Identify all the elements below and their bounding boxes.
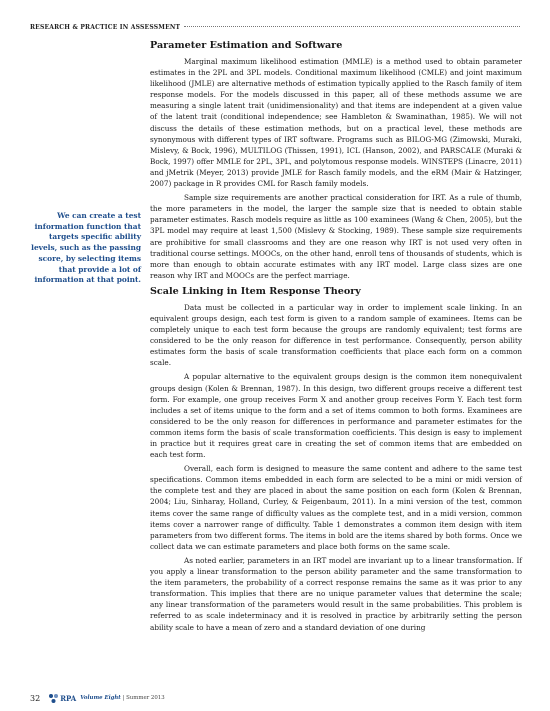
page-footer: [30, 692, 165, 704]
section-heading: Parameter Estimation and Software: [150, 40, 343, 51]
logo-text: RPA: [60, 693, 77, 703]
volume-label: Volume Eight: [80, 695, 121, 701]
issue-label: Summer 2013: [126, 695, 165, 701]
running-header: [30, 24, 520, 31]
footer-separator: |: [120, 695, 127, 701]
section-parameter-estimation: [150, 40, 522, 281]
article-body: [150, 40, 522, 636]
paragraph: Marginal maximum likelihood estimation (MMLE) is a method used to obtain parameter estimates in the 2PL and 3PL models. Conditional maximum likelihood (CMLE) and joint maximum likelihood (JMLE) are alternative methods of estimation typically applied to the Rasch family of item response models. For the models discussed in this paper, all of these methods assume we are measuring a single latent trait (unidimensionality) and that items are independent at a given value of the latent trait (conditional independence; see Hambleton & Swaminathan, 1985). We will not discuss the details of these estimation methods, but on a practical level, these methods are synonymous with different types of IRT software. Programs such as BILOG-MG (Zimowski, Muraki, Mislevy, & Bock, 1996), MULTILOG (Thissen, 1991), ICL (Hanson, 2002), and PARSCALE (Muraki & Bock, 1997) offer MMLE for 2PL, 3PL, and polytomous response models. WINSTEPS (Linacre, 2011) and jMetrik (Meyer, 2013) provide JMLE for Rasch family models, and the eRM (Mair & Hatzinger, 2007) package in R provides CML for Rasch family models.: [150, 57, 522, 189]
logo-mark-icon: [48, 693, 59, 704]
rpa-logo: [48, 693, 76, 704]
sidebar-pull-quote: We can create a test information function that targets specific ability levels, such as the passing score, by selecting items that provide a lot of information at that point.: [31, 211, 141, 285]
issue-info: [80, 695, 164, 701]
section-scale-linking: [150, 286, 522, 633]
paragraph: Data must be collected in a particular way in order to implement scale linking. In an equivalent groups design, each test form is given to a random sample of examinees. Items can be completely unique to each test form because the groups are randomly equivalent; test forms are considered to be the only reason for difference in test performance. Consequently, person ability estimates form the basis of scale transformation coefficients that place each form on a common scale.: [150, 302, 522, 368]
paragraph: A popular alternative to the equivalent groups design is the common item nonequivalent groups design (Kolen & Brennan, 1987). In this design, two different groups receive a different test form. For example, one group receives Form X and another group receives Form Y. Each test form includes a set of items unique to the form and a set of items common to both forms. Examinees are considered to be the only reason for differences in performance and parameter estimates for the common items form the basis of scale transformation coefficients. This design is easy to implement in practice but it requires great care in creating the set of common items that are embedded on each test form.: [150, 372, 522, 460]
page-number: 32: [30, 693, 41, 703]
header-dotted-rule: [184, 26, 520, 27]
paragraph: Sample size requirements are another practical consideration for IRT. As a rule of thumb, the more parameters in the model, the larger the sample size that is needed to obtain stable parameter estimates. Rasch models require as little as 100 examinees (Wang & Chen, 2005), but the 3PL model may require at least 1,500 (Mislevy & Stocking, 1989). These sample size requirements are prohibitive for small classrooms and they are one reason why IRT is not used very often in traditional course settings. MOOCs, on the other hand, enroll tens of thousands of students, which is more than enough to obtain accurate estimates with any IRT model. Large class sizes are one reason why IRT and MOOCs are the perfect marriage.: [150, 193, 522, 280]
paragraph: Overall, each form is designed to measure the same content and adhere to the same test specifications. Common items embedded in each form are selected to be a mini or midi version of the complete test and they are placed in about the same position on each form (Kolen & Brennan, 2004; Liu, Sinharay, Holland, Curley, & Feigenbaum, 2011). In a mini version of the test, common items cover the same range of difficulty values as the complete test, and in a midi version, common items cover a narrower range of difficulty. Table 1 demonstrates a common item design with item parameters from two different forms. The items in bold are the items shared by both forms. Once we collect data we can estimate parameters and place both forms on the same scale.: [150, 464, 522, 551]
running-header-title: RESEARCH & PRACTICE IN ASSESSMENT: [30, 24, 181, 31]
paragraph: As noted earlier, parameters in an IRT model are invariant up to a linear transformation. If you apply a linear transformation to the person ability parameter and the same transformation to the item parameters, the probability of a correct response remains the same as it was prior to any transformation. This implies that there are no unique parameter values that determine the scale; any linear transformation of the parameters would result in the same probabilities. This problem is referred to as scale indeterminacy and it is resolved in practice by arbitrarily setting the person ability scale to have a mean of zero and a standard deviation of one during: [150, 555, 522, 632]
section-heading: Scale Linking in Item Response Theory: [150, 285, 361, 297]
